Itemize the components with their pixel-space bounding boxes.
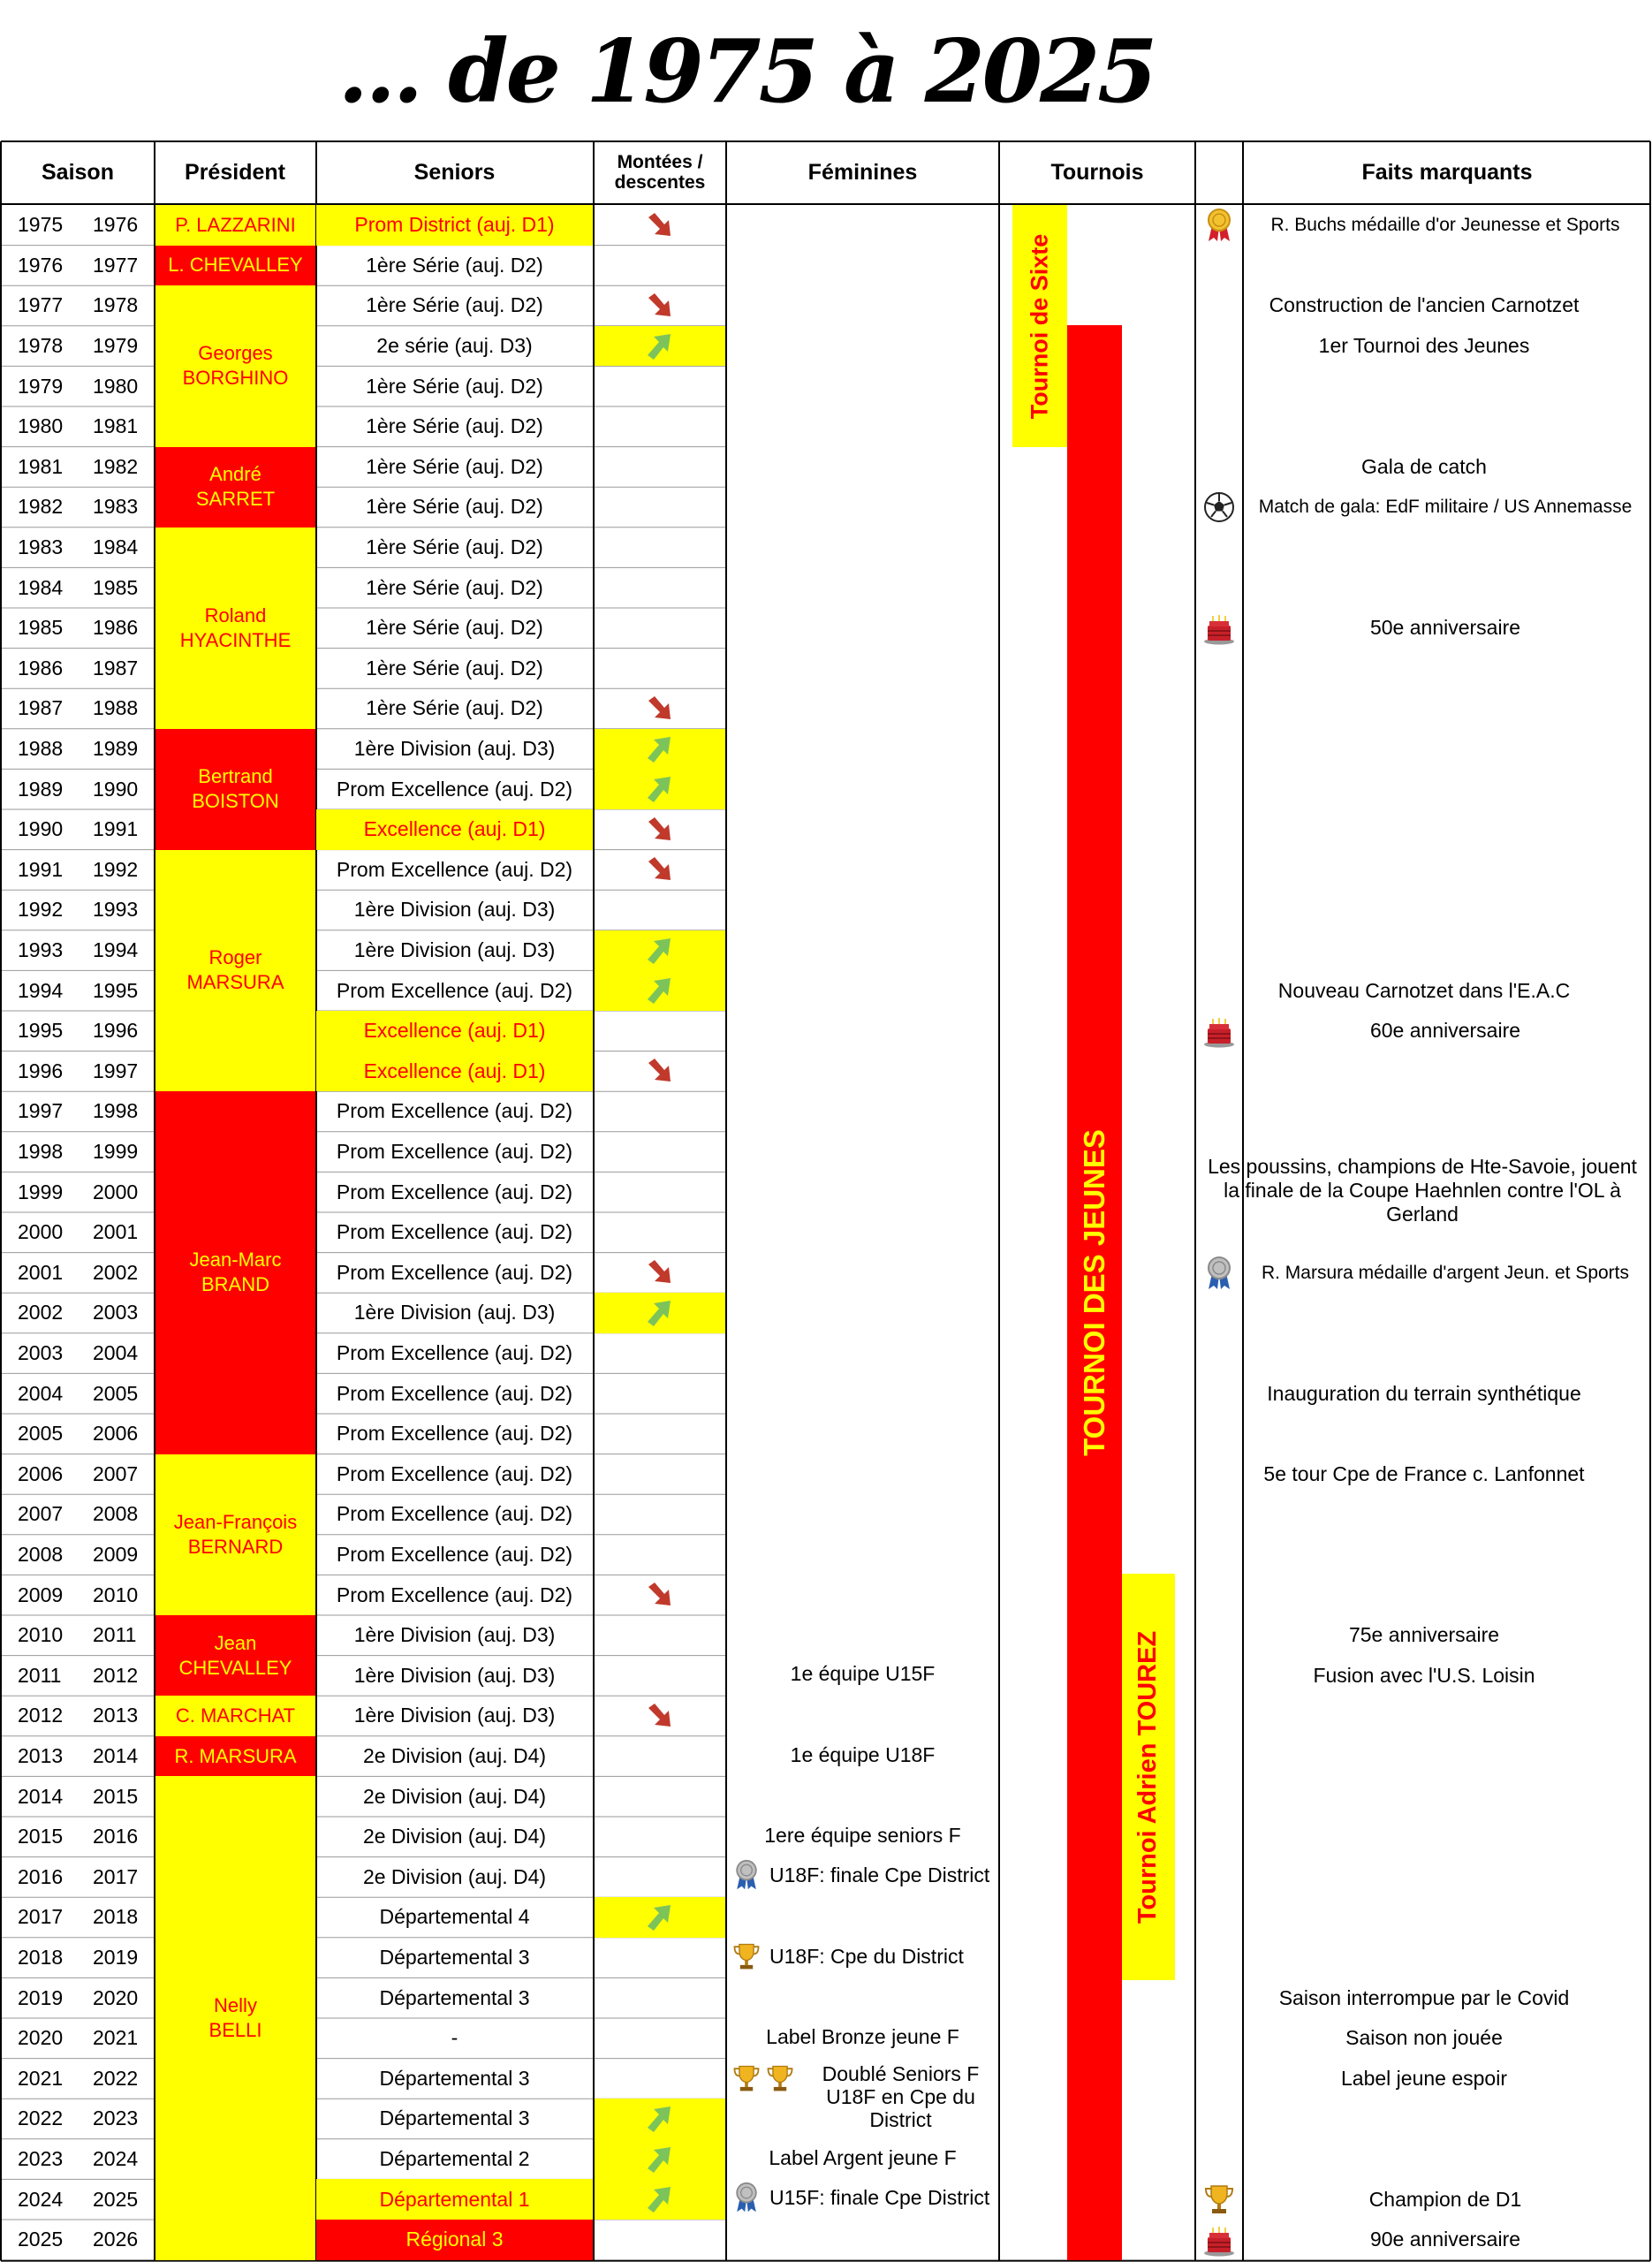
- saison-end-year: 2011: [93, 1623, 137, 1647]
- fait-marquant: Les poussins, champions de Hte-Savoie, jouent la finale de la Coupe Haehnlen contre l'OL à Gerland: [1208, 1154, 1637, 1226]
- saison-end-year: 2020: [93, 1985, 139, 2009]
- arrow-down-icon: [595, 205, 725, 246]
- saison-start-year: 1994: [18, 978, 64, 1002]
- seniors-division: Prom Excellence (auj. D2): [336, 1260, 573, 1284]
- saison-end-year: 1976: [93, 213, 139, 237]
- fait-marquant: 75e anniversaire: [1348, 1623, 1500, 1647]
- saison-start-year: 2023: [18, 2147, 64, 2171]
- feminines-text: Label Argent jeune F: [769, 2145, 957, 2169]
- tournoi-tourez-label: Tournoi Adrien TOUREZ: [1133, 1630, 1163, 1924]
- saison-start-year: 1999: [18, 1180, 64, 1203]
- feminines-text: 1e équipe U18F: [790, 1742, 936, 1766]
- saison-end-year: 2023: [93, 2106, 139, 2130]
- saison-start-year: 2010: [18, 1623, 64, 1647]
- saison-end-year: 2006: [93, 1422, 139, 1446]
- seniors-division: Prom Excellence (auj. D2): [336, 1543, 573, 1567]
- fait-marquant: Saison non jouée: [1345, 2026, 1503, 2050]
- feminines-entry: [727, 1654, 998, 1695]
- saison-end-year: 2021: [93, 2026, 139, 2050]
- saison-start-year: 2018: [18, 1946, 64, 1970]
- seniors-division: 1ère Série (auj. D2): [366, 374, 543, 398]
- saison-end-year: 1979: [93, 334, 139, 358]
- trophy-icon: [731, 2062, 762, 2094]
- president-name: C. MARCHAT: [155, 1696, 315, 1736]
- president-name: R. MARSURA: [155, 1736, 315, 1777]
- saison-start-year: 2003: [18, 1341, 64, 1365]
- saison-start-year: 1989: [18, 777, 64, 801]
- saison-start-year: 1978: [18, 334, 64, 358]
- seniors-division: Prom Excellence (auj. D2): [336, 1099, 573, 1123]
- saison-end-year: 1988: [93, 696, 139, 720]
- fait-marquant: 1er Tournoi des Jeunes: [1318, 334, 1530, 358]
- saison-end-year: 2022: [93, 2066, 139, 2090]
- fait-marquant: 90e anniversaire: [1369, 2228, 1521, 2251]
- saison-end-year: 2004: [93, 1341, 139, 1365]
- saison-end-year: 2017: [93, 1864, 139, 1888]
- header-feminines: Féminines: [807, 160, 918, 185]
- saison-end-year: 1984: [93, 535, 139, 559]
- seniors-division: 2e série (auj. D3): [376, 334, 533, 358]
- soccer-ball-icon: [1200, 488, 1239, 527]
- trophy-icon: [731, 1940, 762, 1972]
- seniors-division: Départemental 3: [379, 1985, 530, 2009]
- header-president: Président: [185, 160, 285, 185]
- feminines-text: U18F: Cpe du District: [769, 1944, 964, 1968]
- fait-marquant: 60e anniversaire: [1369, 1019, 1521, 1043]
- seniors-division: Départemental 3: [379, 1946, 530, 1970]
- saison-start-year: 1981: [18, 454, 64, 478]
- saison-start-year: 2014: [18, 1784, 64, 1808]
- seniors-division: 1ère Série (auj. D2): [366, 253, 543, 277]
- seniors-division: Prom Excellence (auj. D2): [336, 1502, 573, 1526]
- saison-end-year: 1998: [93, 1099, 139, 1123]
- saison-start-year: 1977: [18, 293, 64, 317]
- saison-end-year: 2000: [93, 1180, 139, 1203]
- fait-marquant: Construction de l'ancien Carnotzet: [1269, 293, 1580, 317]
- seniors-division: 1ère Série (auj. D2): [366, 495, 543, 519]
- saison-end-year: 2019: [93, 1946, 139, 1970]
- arrow-up-icon: [595, 769, 725, 809]
- saison-end-year: 2003: [93, 1301, 139, 1325]
- saison-end-year: 2025: [93, 2187, 139, 2211]
- fait-marquant: Saison interrompue par le Covid: [1278, 1985, 1570, 2009]
- seniors-division: 1ère Division (auj. D3): [353, 1623, 556, 1647]
- arrow-down-icon: [595, 1575, 725, 1615]
- saison-end-year: 1977: [93, 253, 139, 277]
- seniors-division: Prom District (auj. D1): [316, 205, 593, 246]
- saison-start-year: 2012: [18, 1704, 64, 1727]
- president-name: Georges BORGHINO: [155, 285, 315, 446]
- seniors-division: 1ère Division (auj. D3): [353, 737, 556, 761]
- saison-start-year: 2009: [18, 1583, 64, 1606]
- arrow-up-icon: [595, 2139, 725, 2180]
- saison-end-year: 1995: [93, 978, 139, 1002]
- seniors-division: 1ère Série (auj. D2): [366, 293, 543, 317]
- saison-start-year: 1986: [18, 656, 64, 679]
- saison-end-year: 2015: [93, 1784, 139, 1808]
- president-name: André SARRET: [155, 447, 315, 528]
- arrow-down-icon: [595, 1253, 725, 1294]
- feminines-text: U15F: finale Cpe District: [769, 2186, 990, 2210]
- seniors-division: Excellence (auj. D1): [316, 1051, 593, 1092]
- arrow-up-icon: [595, 2179, 725, 2220]
- saison-start-year: 2017: [18, 1905, 64, 1929]
- seniors-division: -: [451, 2026, 458, 2050]
- seniors-division: 2e Division (auj. D4): [362, 1784, 547, 1808]
- feminines-entry: [727, 1856, 998, 1896]
- seniors-division: Prom Excellence (auj. D2): [336, 857, 573, 881]
- saison-start-year: 2011: [18, 1663, 62, 1687]
- seniors-division: 2e Division (auj. D4): [362, 1744, 547, 1768]
- fait-marquant: Fusion avec l'U.S. Loisin: [1313, 1663, 1535, 1687]
- saison-start-year: 1987: [18, 696, 64, 720]
- president-name: Roland HYACINTHE: [155, 528, 315, 729]
- fait-marquant: Gala de catch: [1361, 454, 1487, 478]
- arrow-down-icon: [595, 1051, 725, 1092]
- saison-end-year: 2018: [93, 1905, 139, 1929]
- fait-marquant: Inauguration du terrain synthétique: [1267, 1381, 1581, 1405]
- saison-start-year: 2019: [18, 1985, 64, 2009]
- seniors-division: Départemental 3: [379, 2106, 530, 2130]
- seniors-division: Prom Excellence (auj. D2): [336, 978, 573, 1002]
- saison-start-year: 2025: [18, 2228, 64, 2251]
- seniors-division: 1ère Division (auj. D3): [353, 1704, 556, 1727]
- seniors-division: Prom Excellence (auj. D2): [336, 1140, 573, 1164]
- tournoi-tourez-bar: [1122, 1574, 1175, 1980]
- saison-start-year: 1980: [18, 414, 64, 438]
- saison-end-year: 1982: [93, 454, 139, 478]
- saison-start-year: 2001: [18, 1260, 64, 1284]
- header-tournois: Tournois: [1050, 160, 1144, 185]
- tournoi-jeunes-bar: [1067, 325, 1122, 2260]
- tournoi-sixte-label: Tournoi de Sixte: [1026, 233, 1053, 419]
- seniors-division: Départemental 4: [379, 1905, 530, 1929]
- seniors-division: Excellence (auj. D1): [316, 809, 593, 850]
- saison-end-year: 1996: [93, 1019, 139, 1043]
- saison-start-year: 2008: [18, 1543, 64, 1567]
- feminines-entry: [727, 2177, 998, 2218]
- arrow-up-icon: [595, 930, 725, 971]
- saison-start-year: 1983: [18, 535, 64, 559]
- seniors-division: 1ère Division (auj. D3): [353, 938, 556, 962]
- trophy-icon: [1200, 2180, 1239, 2219]
- arrow-up-icon: [595, 2099, 725, 2139]
- cake-icon: [1200, 609, 1239, 648]
- seniors-division: 1ère Série (auj. D2): [366, 535, 543, 559]
- saison-end-year: 1985: [93, 575, 139, 599]
- saison-end-year: 2026: [93, 2228, 139, 2251]
- medal-silver-icon: [731, 2182, 762, 2213]
- saison-start-year: 2000: [18, 1220, 64, 1244]
- saison-start-year: 2007: [18, 1502, 64, 1526]
- saison-start-year: 1984: [18, 575, 64, 599]
- president-name: Roger MARSURA: [155, 850, 315, 1092]
- saison-start-year: 1997: [18, 1099, 64, 1123]
- saison-start-year: 1990: [18, 817, 64, 841]
- arrow-down-icon: [595, 850, 725, 891]
- president-name: P. LAZZARINI: [155, 205, 315, 246]
- arrow-up-icon: [595, 1293, 725, 1333]
- saison-end-year: 1997: [93, 1059, 139, 1082]
- saison-end-year: 2009: [93, 1543, 139, 1567]
- header-saison: Saison: [42, 160, 114, 185]
- arrow-up-icon: [595, 326, 725, 367]
- seniors-division: Prom Excellence (auj. D2): [336, 1381, 573, 1405]
- fait-marquant: Match de gala: EdF militaire / US Annemasse: [1258, 497, 1633, 518]
- fait-marquant: Champion de D1: [1368, 2187, 1522, 2211]
- page-title: ... de 1975 à 2025: [337, 21, 1156, 123]
- saison-end-year: 1994: [93, 938, 139, 962]
- saison-start-year: 1976: [18, 253, 64, 277]
- saison-start-year: 2005: [18, 1422, 64, 1446]
- medal-silver-icon: [1200, 1254, 1239, 1293]
- president-name: Jean CHEVALLEY: [155, 1615, 315, 1696]
- saison-start-year: 1991: [18, 857, 64, 881]
- saison-end-year: 1981: [93, 414, 139, 438]
- saison-start-year: 1982: [18, 495, 64, 519]
- seniors-division: Prom Excellence (auj. D2): [336, 1220, 573, 1244]
- saison-start-year: 1975: [18, 213, 64, 237]
- seniors-division: 1ère Division (auj. D3): [353, 1301, 556, 1325]
- seniors-division: Prom Excellence (auj. D2): [336, 1461, 573, 1485]
- saison-start-year: 2004: [18, 1381, 64, 1405]
- fait-marquant: R. Buchs médaille d'or Jeunesse et Sports: [1270, 215, 1620, 236]
- seniors-division: Excellence (auj. D1): [316, 1011, 593, 1051]
- arrow-up-icon: [595, 1897, 725, 1938]
- saison-end-year: 1983: [93, 495, 139, 519]
- trophy-icon: [764, 2062, 796, 2094]
- saison-end-year: 1993: [93, 898, 139, 922]
- arrow-up-icon: [595, 970, 725, 1011]
- seniors-division: 1ère Série (auj. D2): [366, 616, 543, 640]
- tournoi-sixte-bar: [1012, 205, 1067, 447]
- feminines-text: 1e équipe U15F: [790, 1662, 936, 1686]
- seniors-division: 1ère Série (auj. D2): [366, 454, 543, 478]
- seniors-division: Départemental 2: [379, 2147, 530, 2171]
- saison-start-year: 2016: [18, 1864, 64, 1888]
- saison-start-year: 1988: [18, 737, 64, 761]
- arrow-down-icon: [595, 809, 725, 850]
- saison-end-year: 1999: [93, 1140, 139, 1164]
- arrow-down-icon: [595, 688, 725, 729]
- saison-end-year: 2012: [93, 1663, 139, 1687]
- seniors-division: 1ère Division (auj. D3): [353, 898, 556, 922]
- saison-end-year: 1986: [93, 616, 139, 640]
- saison-end-year: 1989: [93, 737, 139, 761]
- arrow-down-icon: [595, 1696, 725, 1736]
- saison-end-year: 1991: [93, 817, 139, 841]
- feminines-entry: [727, 2057, 998, 2137]
- feminines-text: Doublé Seniors F U18F en Cpe du District: [822, 2061, 980, 2131]
- saison-start-year: 2002: [18, 1301, 64, 1325]
- header-faits: Faits marquants: [1361, 160, 1533, 185]
- president-name: Nelly BELLI: [155, 1776, 315, 2259]
- tournoi-jeunes-label: TOURNOI DES JEUNES: [1078, 1129, 1110, 1456]
- seniors-division: Prom Excellence (auj. D2): [336, 1583, 573, 1606]
- medal-silver-icon: [731, 1859, 762, 1891]
- saison-end-year: 2024: [93, 2147, 139, 2171]
- feminines-entry: [727, 2016, 998, 2057]
- seniors-division: Prom Excellence (auj. D2): [336, 777, 573, 801]
- president-name: L. CHEVALLEY: [155, 246, 315, 286]
- seniors-division: 1ère Série (auj. D2): [366, 414, 543, 438]
- saison-start-year: 1992: [18, 898, 64, 922]
- seniors-division: 1ère Série (auj. D2): [366, 696, 543, 720]
- saison-end-year: 1990: [93, 777, 139, 801]
- saison-start-year: 2021: [18, 2066, 64, 2090]
- feminines-text: U18F: finale Cpe District: [769, 1863, 990, 1887]
- saison-start-year: 2015: [18, 1825, 64, 1848]
- seniors-division: Prom Excellence (auj. D2): [336, 1180, 573, 1203]
- seniors-division: 1ère Division (auj. D3): [353, 1663, 556, 1687]
- saison-end-year: 1992: [93, 857, 139, 881]
- saison-start-year: 1998: [18, 1140, 64, 1164]
- saison-end-year: 2007: [93, 1461, 139, 1485]
- saison-start-year: 2022: [18, 2106, 64, 2130]
- saison-end-year: 1978: [93, 293, 139, 317]
- president-name: Jean-François BERNARD: [155, 1454, 315, 1615]
- saison-start-year: 1996: [18, 1059, 64, 1082]
- saison-start-year: 1985: [18, 616, 64, 640]
- saison-end-year: 2014: [93, 1744, 139, 1768]
- seniors-division: Prom Excellence (auj. D2): [336, 1422, 573, 1446]
- saison-start-year: 2013: [18, 1744, 64, 1768]
- feminines-entry: [727, 1734, 998, 1775]
- fait-marquant: 5e tour Cpe de France c. Lanfonnet: [1263, 1461, 1585, 1485]
- feminines-text: 1ere équipe seniors F: [764, 1823, 961, 1847]
- feminines-entry: [727, 2137, 998, 2178]
- seniors-division: Départemental 1: [316, 2179, 593, 2220]
- saison-start-year: 1995: [18, 1019, 64, 1043]
- seniors-division: 2e Division (auj. D4): [362, 1825, 547, 1848]
- seniors-division: Prom Excellence (auj. D2): [336, 1341, 573, 1365]
- saison-start-year: 1993: [18, 938, 64, 962]
- saison-end-year: 1980: [93, 374, 139, 398]
- header-montees: Montées / descentes: [614, 152, 706, 193]
- president-name: Jean-Marc BRAND: [155, 1091, 315, 1454]
- fait-marquant: R. Marsura médaille d'argent Jeun. et Sports: [1261, 1262, 1630, 1283]
- cake-icon: [1200, 1012, 1239, 1051]
- feminines-text: Label Bronze jeune F: [766, 2024, 959, 2048]
- president-name: Bertrand BOISTON: [155, 729, 315, 850]
- arrow-down-icon: [595, 285, 725, 326]
- saison-end-year: 2008: [93, 1502, 139, 1526]
- saison-end-year: 1987: [93, 656, 139, 679]
- seniors-division: 1ère Série (auj. D2): [366, 575, 543, 599]
- saison-end-year: 2016: [93, 1825, 139, 1848]
- saison-end-year: 2002: [93, 1260, 139, 1284]
- fait-marquant: Nouveau Carnotzet dans l'E.A.C: [1277, 978, 1571, 1002]
- saison-start-year: 2006: [18, 1461, 64, 1485]
- seniors-division: Départemental 3: [379, 2066, 530, 2090]
- seniors-division: 1ère Série (auj. D2): [366, 656, 543, 679]
- seniors-division: Régional 3: [316, 2220, 593, 2260]
- fait-marquant: Label jeune espoir: [1341, 2066, 1507, 2090]
- saison-start-year: 1979: [18, 374, 64, 398]
- fait-marquant: 50e anniversaire: [1369, 616, 1521, 640]
- cake-icon: [1200, 2220, 1239, 2259]
- medal-gold-icon: [1200, 206, 1239, 245]
- saison-start-year: 2024: [18, 2187, 64, 2211]
- saison-end-year: 2013: [93, 1704, 139, 1727]
- arrow-up-icon: [595, 729, 725, 770]
- saison-end-year: 2001: [93, 1220, 139, 1244]
- header-seniors: Seniors: [413, 160, 496, 185]
- saison-start-year: 2020: [18, 2026, 64, 2050]
- saison-end-year: 2010: [93, 1583, 139, 1606]
- seniors-division: 2e Division (auj. D4): [362, 1864, 547, 1888]
- saison-end-year: 2005: [93, 1381, 139, 1405]
- feminines-entry: [727, 1936, 998, 1977]
- feminines-entry: [727, 1815, 998, 1856]
